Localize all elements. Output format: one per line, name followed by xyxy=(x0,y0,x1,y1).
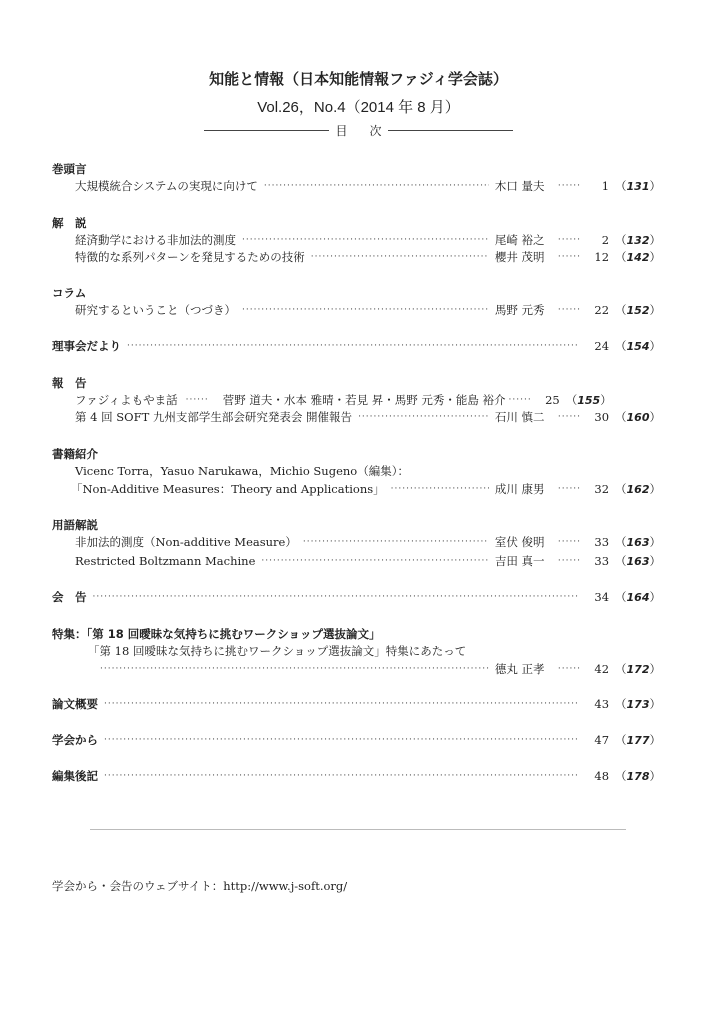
entry-title: ファジィよもやま話 xyxy=(75,393,178,407)
section-heading-tokushu: 特集：「第 18 回曖昧な気持ちに挑むワークショップ選抜論文」 xyxy=(52,627,381,641)
section-heading-shoseki: 書籍紹介 xyxy=(52,447,98,461)
leader-dots xyxy=(93,592,580,602)
entry-total-page: （154） xyxy=(615,339,661,353)
toc-entry[interactable] xyxy=(52,589,661,605)
entry-title: 「Non‐Additive Measures：Theory and Applications」 xyxy=(71,482,385,496)
section-heading-henshu: 編集後記 xyxy=(52,769,98,783)
toc-entry[interactable] xyxy=(71,481,661,497)
leader-dots xyxy=(264,181,489,191)
entry-total-page: （177） xyxy=(615,733,661,747)
leader-dots xyxy=(558,664,581,674)
entry-author: 馬野 元秀 xyxy=(494,303,545,317)
entry-total-page: （152） xyxy=(615,303,661,317)
leader-dots xyxy=(558,556,581,566)
entry-author: 櫻井 茂明 xyxy=(494,250,545,264)
divider xyxy=(388,130,513,131)
toc-entry[interactable] xyxy=(75,302,661,318)
leader-dots xyxy=(558,537,581,547)
toc-entry[interactable] xyxy=(75,249,661,265)
entry-page: 24 xyxy=(594,339,610,353)
section-heading-gakkai: 学会から xyxy=(52,733,98,747)
toc-entry[interactable] xyxy=(52,338,661,354)
leader-dots xyxy=(558,484,581,494)
entry-title: 研究するということ（つづき） xyxy=(75,303,236,317)
section-heading-kaisetsu: 解 説 xyxy=(52,216,87,230)
leader-dots xyxy=(358,412,489,422)
entry-page: 22 xyxy=(594,303,610,317)
entry-total-page: （132） xyxy=(615,233,661,247)
entry-author: 德丸 正孝 xyxy=(494,662,545,676)
entry-page: 32 xyxy=(594,482,610,496)
entry-page: 34 xyxy=(594,590,610,604)
entry-author: 尾崎 裕之 xyxy=(494,233,545,247)
entry-page: 30 xyxy=(594,410,610,424)
entry-total-page: （142） xyxy=(615,250,661,264)
leader-dots xyxy=(127,341,579,351)
leader-dots xyxy=(558,235,581,245)
entry-total-page: （178） xyxy=(615,769,661,783)
section-heading-kantougen: 巻頭言 xyxy=(52,162,87,176)
leader-dots xyxy=(311,252,489,262)
journal-title: 知能と情報（日本知能情報ファジィ学会誌） xyxy=(209,70,508,88)
entry-author: 菅野 道夫・水本 雅晴・若見 昇・馬野 元秀・能島 裕介 xyxy=(222,393,506,407)
entry-title: 第 4 回 SOFT 九州支部学生部会研究発表会 開催報告 xyxy=(75,410,353,424)
section-heading-rijikai: 理事会だより xyxy=(52,339,121,353)
footer-website-note: 学会から・会告のウェブサイト：http://www.j-soft.org/ xyxy=(52,879,348,893)
entry-author: 木口 量夫 xyxy=(494,179,545,193)
leader-dots xyxy=(186,395,209,405)
entry-page: 1 xyxy=(601,179,610,193)
entry-title: 特徴的な系列パターンを発見するための技術 xyxy=(75,250,305,264)
leader-dots xyxy=(242,235,489,245)
footer-divider xyxy=(90,829,626,830)
entry-author: 石川 慎二 xyxy=(494,410,545,424)
entry-title: 経済動学における非加法的測度 xyxy=(75,233,236,247)
leader-dots xyxy=(558,412,581,422)
entry-page: 12 xyxy=(594,250,610,264)
leader-dots xyxy=(104,771,579,781)
entry-total-page: （164） xyxy=(615,590,661,604)
contents-label: 目次 xyxy=(335,124,404,138)
book-editors: Vicenc Torra，Yasuo Narukawa，Michio Sugeno（編集）： xyxy=(75,464,409,478)
entry-title: Restricted Boltzmann Machine xyxy=(75,554,256,568)
toc-entry[interactable] xyxy=(75,232,661,248)
entry-total-page: （172） xyxy=(615,662,661,676)
entry-author: 成川 康男 xyxy=(494,482,545,496)
toc-entry[interactable] xyxy=(75,409,661,425)
toc-entry[interactable] xyxy=(100,661,661,677)
entry-author: 吉田 真一 xyxy=(494,554,545,568)
entry-total-page: （155） xyxy=(565,393,612,407)
toc-entry[interactable] xyxy=(75,392,661,408)
entry-page: 43 xyxy=(594,697,610,711)
leader-dots xyxy=(509,395,532,405)
leader-dots xyxy=(261,556,488,566)
entry-page: 33 xyxy=(594,535,610,549)
section-heading-column: コラム xyxy=(52,286,87,300)
entry-author: 室伏 俊明 xyxy=(494,535,545,549)
entry-title: 大規模統合システムの実現に向けて xyxy=(75,179,258,193)
entry-page: 42 xyxy=(594,662,610,676)
entry-total-page: （163） xyxy=(615,554,661,568)
toc-entry[interactable] xyxy=(52,732,661,748)
entry-page: 48 xyxy=(594,769,610,783)
entry-total-page: （162） xyxy=(615,482,661,496)
section-heading-yougo: 用語解説 xyxy=(52,518,98,532)
leader-dots xyxy=(104,735,579,745)
leader-dots xyxy=(100,664,489,674)
leader-dots xyxy=(558,181,581,191)
feature-intro-title: 「第 18 回曖昧な気持ちに挑むワークショップ選抜論文」特集にあたって xyxy=(88,644,467,658)
leader-dots xyxy=(104,699,579,709)
entry-page: 25 xyxy=(545,393,560,407)
entry-page: 47 xyxy=(594,733,610,747)
section-heading-houkoku: 報 告 xyxy=(52,376,87,390)
toc-entry[interactable] xyxy=(52,768,661,784)
leader-dots xyxy=(303,537,489,547)
section-heading-ronbun: 論文概要 xyxy=(52,697,98,711)
contents-heading xyxy=(0,122,717,139)
toc-entry[interactable] xyxy=(75,534,661,550)
divider xyxy=(204,130,329,131)
toc-entry[interactable] xyxy=(75,178,661,194)
entry-total-page: （160） xyxy=(615,410,661,424)
entry-page: 2 xyxy=(601,233,610,247)
entry-total-page: （173） xyxy=(615,697,661,711)
volume-issue: Vol.26，No.4（2014 年 8 月） xyxy=(257,99,460,116)
entry-title: 非加法的測度（Non‐additive Measure） xyxy=(75,535,297,549)
leader-dots xyxy=(242,305,489,315)
leader-dots xyxy=(391,484,489,494)
section-heading-kaikoku: 会 告 xyxy=(52,590,87,604)
toc-entry[interactable] xyxy=(52,696,661,712)
toc-entry[interactable] xyxy=(75,553,661,569)
entry-total-page: （163） xyxy=(615,535,661,549)
entry-total-page: （131） xyxy=(615,179,661,193)
leader-dots xyxy=(558,305,581,315)
entry-page: 33 xyxy=(594,554,610,568)
leader-dots xyxy=(558,252,581,262)
